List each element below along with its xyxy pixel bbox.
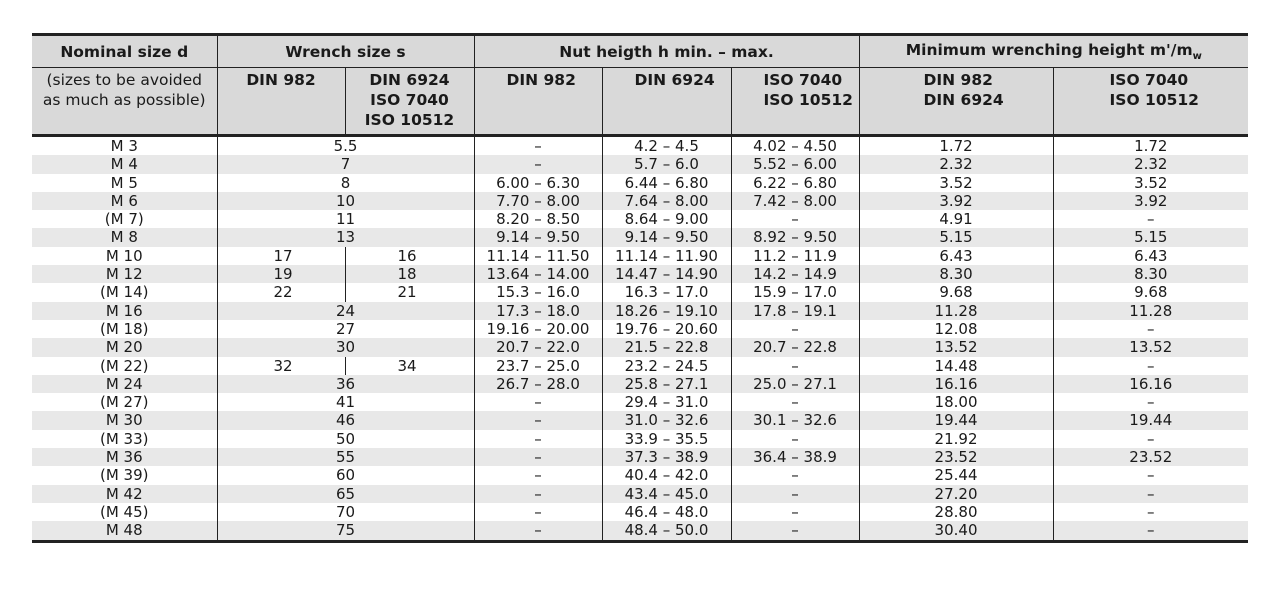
- cell-height-din6924: 8.64 – 9.00: [602, 210, 731, 228]
- cell-height-din6924: 19.76 – 20.60: [602, 320, 731, 338]
- cell-minw-iso: –: [1053, 466, 1248, 484]
- header-nominal-size: Nominal size d: [32, 35, 217, 68]
- cell-minw-din: 18.00: [859, 393, 1053, 411]
- cell-height-din6924: 6.44 – 6.80: [602, 174, 731, 192]
- header-nut-height: Nut heigth h min. – max.: [474, 35, 859, 68]
- table-row: [32, 228, 1248, 246]
- cell-minw-iso: –: [1053, 485, 1248, 503]
- cell-height-din982: –: [474, 155, 602, 173]
- cell-wrench-size: 50: [217, 430, 474, 448]
- wrench-std-line1: DIN 6924: [369, 71, 450, 89]
- minw-din-line1: DIN 982: [923, 71, 993, 89]
- table-row: [32, 521, 1248, 541]
- cell-nominal-size: M 3: [32, 136, 217, 156]
- cell-height-din6924: 46.4 – 48.0: [602, 503, 731, 521]
- cell-nominal-size: M 42: [32, 485, 217, 503]
- cell-nominal-size: M 16: [32, 302, 217, 320]
- cell-nominal-size: (M 33): [32, 430, 217, 448]
- cell-nominal-size: M 12: [32, 265, 217, 283]
- cell-height-iso: –: [731, 357, 859, 375]
- table-row: [32, 357, 1248, 375]
- cell-height-din982: –: [474, 521, 602, 541]
- cell-height-din982: –: [474, 136, 602, 156]
- cell-minw-din: 13.52: [859, 338, 1053, 356]
- cell-minw-din: 5.15: [859, 228, 1053, 246]
- cell-nominal-size: M 5: [32, 174, 217, 192]
- cell-height-din982: 13.64 – 14.00: [474, 265, 602, 283]
- table-row: [32, 174, 1248, 192]
- minw-iso-line2: ISO 10512: [1109, 91, 1199, 109]
- header-wrench-din982: DIN 982: [217, 68, 345, 136]
- table-body: [32, 136, 1248, 542]
- table-row: [32, 210, 1248, 228]
- wrench-std-line3: ISO 10512: [364, 111, 455, 129]
- cell-height-din6924: 43.4 – 45.0: [602, 485, 731, 503]
- wrench-std-line2: ISO 7040: [370, 91, 449, 109]
- cell-minw-din: 4.91: [859, 210, 1053, 228]
- cell-height-din982: 19.16 – 20.00: [474, 320, 602, 338]
- nut-dimensions-table: [32, 33, 1248, 543]
- cell-minw-din: 23.52: [859, 448, 1053, 466]
- cell-height-iso: 14.2 – 14.9: [731, 265, 859, 283]
- cell-wrench-size: 30: [217, 338, 474, 356]
- cell-height-din982: 17.3 – 18.0: [474, 302, 602, 320]
- cell-nominal-size: M 8: [32, 228, 217, 246]
- cell-height-din6924: 33.9 – 35.5: [602, 430, 731, 448]
- table-row: [32, 393, 1248, 411]
- cell-minw-iso: 6.43: [1053, 247, 1248, 265]
- cell-height-din6924: 7.64 – 8.00: [602, 192, 731, 210]
- header-height-din982: DIN 982: [474, 68, 602, 136]
- cell-minw-iso: –: [1053, 210, 1248, 228]
- cell-height-din982: –: [474, 503, 602, 521]
- cell-minw-din: 8.30: [859, 265, 1053, 283]
- cell-minw-iso: 19.44: [1053, 411, 1248, 429]
- cell-wrench-size: 41: [217, 393, 474, 411]
- cell-height-din982: 26.7 – 28.0: [474, 375, 602, 393]
- cell-height-iso: –: [731, 320, 859, 338]
- cell-minw-din: 30.40: [859, 521, 1053, 541]
- cell-height-din982: 15.3 – 16.0: [474, 283, 602, 301]
- min-wrenching-subscript: w: [1192, 51, 1202, 63]
- table-header: [32, 35, 1248, 136]
- cell-wrench-size: 75: [217, 521, 474, 541]
- header-minw-iso: [1053, 68, 1248, 136]
- cell-height-iso: 17.8 – 19.1: [731, 302, 859, 320]
- height-iso-line2: ISO 10512: [763, 91, 853, 109]
- cell-minw-iso: –: [1053, 357, 1248, 375]
- height-iso-line1: ISO 7040: [763, 71, 843, 89]
- cell-nominal-size: (M 27): [32, 393, 217, 411]
- cell-minw-din: 6.43: [859, 247, 1053, 265]
- cell-nominal-size: M 4: [32, 155, 217, 173]
- cell-wrench-size: 55: [217, 448, 474, 466]
- cell-height-din6924: 16.3 – 17.0: [602, 283, 731, 301]
- cell-nominal-size: (M 22): [32, 357, 217, 375]
- table-row: [32, 430, 1248, 448]
- header-height-din6924: DIN 6924: [602, 68, 731, 136]
- cell-height-din6924: 29.4 – 31.0: [602, 393, 731, 411]
- cell-height-din982: –: [474, 430, 602, 448]
- header-wrench-size: Wrench size s: [217, 35, 474, 68]
- header-minw-din: [859, 68, 1053, 136]
- cell-wrench-size: 24: [217, 302, 474, 320]
- cell-height-iso: 25.0 – 27.1: [731, 375, 859, 393]
- cell-height-iso: 6.22 – 6.80: [731, 174, 859, 192]
- header-height-iso: [731, 68, 859, 136]
- cell-height-din6924: 37.3 – 38.9: [602, 448, 731, 466]
- minw-iso-line1: ISO 7040: [1109, 71, 1189, 89]
- cell-height-iso: 15.9 – 17.0: [731, 283, 859, 301]
- cell-height-iso: –: [731, 430, 859, 448]
- cell-wrench-size: 5.5: [217, 136, 474, 156]
- min-wrenching-label: Minimum wrenching height m'/m: [905, 40, 1193, 59]
- cell-minw-iso: 9.68: [1053, 283, 1248, 301]
- cell-wrench-size: 8: [217, 174, 474, 192]
- cell-height-iso: –: [731, 393, 859, 411]
- header-wrench-din6924: [345, 68, 474, 136]
- cell-minw-iso: 2.32: [1053, 155, 1248, 173]
- table-row: [32, 155, 1248, 173]
- cell-minw-iso: –: [1053, 503, 1248, 521]
- cell-minw-iso: 23.52: [1053, 448, 1248, 466]
- cell-minw-iso: 8.30: [1053, 265, 1248, 283]
- cell-height-din982: 11.14 – 11.50: [474, 247, 602, 265]
- cell-minw-din: 25.44: [859, 466, 1053, 484]
- sizes-note-line1: (sizes to be avoided: [46, 71, 203, 89]
- header-row-sub: [32, 68, 1248, 136]
- cell-minw-iso: 1.72: [1053, 136, 1248, 156]
- cell-minw-din: 3.52: [859, 174, 1053, 192]
- cell-wrench-size: 10: [217, 192, 474, 210]
- cell-height-iso: 36.4 – 38.9: [731, 448, 859, 466]
- cell-wrench-size: 70: [217, 503, 474, 521]
- cell-height-din982: 20.7 – 22.0: [474, 338, 602, 356]
- cell-minw-din: 21.92: [859, 430, 1053, 448]
- table-row: [32, 375, 1248, 393]
- cell-height-din6924: 9.14 – 9.50: [602, 228, 731, 246]
- cell-height-din982: –: [474, 411, 602, 429]
- cell-height-iso: –: [731, 466, 859, 484]
- cell-wrench-din982: 19: [217, 265, 345, 283]
- cell-nominal-size: M 20: [32, 338, 217, 356]
- cell-minw-din: 16.16: [859, 375, 1053, 393]
- cell-minw-din: 27.20: [859, 485, 1053, 503]
- cell-height-din6924: 31.0 – 32.6: [602, 411, 731, 429]
- cell-wrench-din6924: 16: [345, 247, 474, 265]
- cell-height-din982: –: [474, 485, 602, 503]
- cell-height-din982: –: [474, 448, 602, 466]
- cell-height-din982: 23.7 – 25.0: [474, 357, 602, 375]
- cell-height-iso: –: [731, 485, 859, 503]
- cell-minw-iso: 11.28: [1053, 302, 1248, 320]
- cell-minw-iso: –: [1053, 393, 1248, 411]
- cell-minw-din: 12.08: [859, 320, 1053, 338]
- table-row: [32, 466, 1248, 484]
- cell-height-iso: –: [731, 210, 859, 228]
- cell-height-iso: 5.52 – 6.00: [731, 155, 859, 173]
- cell-height-din6924: 25.8 – 27.1: [602, 375, 731, 393]
- cell-height-din6924: 48.4 – 50.0: [602, 521, 731, 541]
- cell-minw-iso: –: [1053, 521, 1248, 541]
- cell-minw-din: 14.48: [859, 357, 1053, 375]
- sizes-note-line2: as much as possible): [42, 91, 206, 109]
- cell-nominal-size: M 48: [32, 521, 217, 541]
- cell-minw-iso: –: [1053, 430, 1248, 448]
- cell-nominal-size: (M 7): [32, 210, 217, 228]
- table-row: [32, 320, 1248, 338]
- cell-wrench-din982: 17: [217, 247, 345, 265]
- table-row: [32, 283, 1248, 301]
- cell-wrench-size: 36: [217, 375, 474, 393]
- cell-nominal-size: M 6: [32, 192, 217, 210]
- cell-height-iso: 4.02 – 4.50: [731, 136, 859, 156]
- cell-height-din982: 6.00 – 6.30: [474, 174, 602, 192]
- cell-wrench-din6924: 18: [345, 265, 474, 283]
- cell-wrench-size: 7: [217, 155, 474, 173]
- cell-height-iso: 7.42 – 8.00: [731, 192, 859, 210]
- cell-height-din6924: 11.14 – 11.90: [602, 247, 731, 265]
- cell-minw-din: 2.32: [859, 155, 1053, 173]
- header-row-main: [32, 35, 1248, 68]
- table-row: [32, 247, 1248, 265]
- cell-minw-iso: 3.52: [1053, 174, 1248, 192]
- cell-height-iso: 8.92 – 9.50: [731, 228, 859, 246]
- cell-minw-iso: 16.16: [1053, 375, 1248, 393]
- table-row: [32, 136, 1248, 156]
- cell-height-din6924: 5.7 – 6.0: [602, 155, 731, 173]
- cell-minw-din: 11.28: [859, 302, 1053, 320]
- cell-height-iso: 11.2 – 11.9: [731, 247, 859, 265]
- cell-nominal-size: M 36: [32, 448, 217, 466]
- cell-minw-iso: 3.92: [1053, 192, 1248, 210]
- cell-height-din6924: 18.26 – 19.10: [602, 302, 731, 320]
- cell-wrench-din982: 32: [217, 357, 345, 375]
- cell-minw-iso: –: [1053, 320, 1248, 338]
- cell-wrench-size: 60: [217, 466, 474, 484]
- cell-minw-din: 28.80: [859, 503, 1053, 521]
- cell-height-din982: –: [474, 393, 602, 411]
- cell-wrench-size: 46: [217, 411, 474, 429]
- cell-minw-iso: 5.15: [1053, 228, 1248, 246]
- cell-height-iso: 30.1 – 32.6: [731, 411, 859, 429]
- cell-minw-din: 19.44: [859, 411, 1053, 429]
- minw-din-line2: DIN 6924: [923, 91, 1004, 109]
- cell-minw-din: 1.72: [859, 136, 1053, 156]
- cell-height-din6924: 21.5 – 22.8: [602, 338, 731, 356]
- cell-nominal-size: M 30: [32, 411, 217, 429]
- cell-height-din982: –: [474, 466, 602, 484]
- cell-height-din982: 8.20 – 8.50: [474, 210, 602, 228]
- cell-wrench-din6924: 34: [345, 357, 474, 375]
- cell-nominal-size: (M 18): [32, 320, 217, 338]
- table-row: [32, 411, 1248, 429]
- cell-nominal-size: (M 45): [32, 503, 217, 521]
- cell-height-din6924: 14.47 – 14.90: [602, 265, 731, 283]
- cell-nominal-size: (M 14): [32, 283, 217, 301]
- cell-wrench-size: 65: [217, 485, 474, 503]
- table-row: [32, 485, 1248, 503]
- cell-wrench-size: 11: [217, 210, 474, 228]
- table-row: [32, 265, 1248, 283]
- table-row: [32, 338, 1248, 356]
- cell-nominal-size: (M 39): [32, 466, 217, 484]
- cell-height-iso: 20.7 – 22.8: [731, 338, 859, 356]
- cell-height-din6924: 4.2 – 4.5: [602, 136, 731, 156]
- cell-minw-iso: 13.52: [1053, 338, 1248, 356]
- table-row: [32, 302, 1248, 320]
- header-sizes-note: [32, 68, 217, 136]
- cell-height-din6924: 40.4 – 42.0: [602, 466, 731, 484]
- table-row: [32, 192, 1248, 210]
- cell-nominal-size: M 10: [32, 247, 217, 265]
- cell-height-iso: –: [731, 521, 859, 541]
- cell-minw-din: 9.68: [859, 283, 1053, 301]
- cell-wrench-din982: 22: [217, 283, 345, 301]
- table-row: [32, 448, 1248, 466]
- cell-nominal-size: M 24: [32, 375, 217, 393]
- cell-minw-din: 3.92: [859, 192, 1053, 210]
- cell-height-din982: 9.14 – 9.50: [474, 228, 602, 246]
- cell-height-iso: –: [731, 503, 859, 521]
- cell-wrench-size: 13: [217, 228, 474, 246]
- header-min-wrenching-height: [859, 35, 1248, 68]
- table-row: [32, 503, 1248, 521]
- cell-height-din982: 7.70 – 8.00: [474, 192, 602, 210]
- cell-wrench-size: 27: [217, 320, 474, 338]
- cell-wrench-din6924: 21: [345, 283, 474, 301]
- cell-height-din6924: 23.2 – 24.5: [602, 357, 731, 375]
